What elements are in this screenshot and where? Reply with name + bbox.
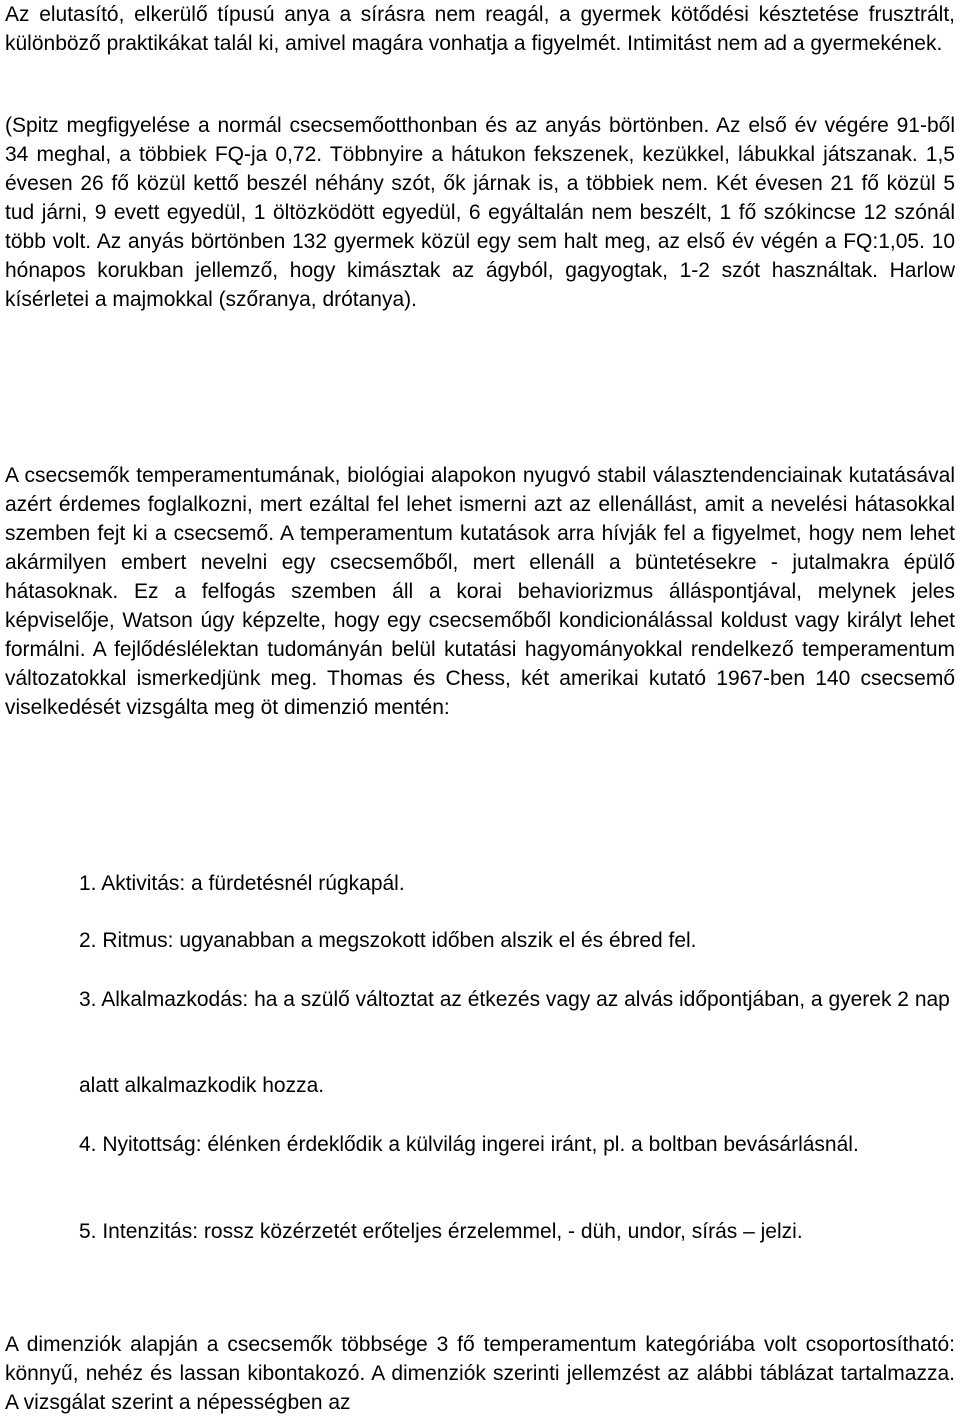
list-item-text: 4. Nyitottság: élénken érdeklődik a külvilág ingerei iránt, pl. a boltban bevásárlásnál. <box>79 1133 859 1156</box>
paragraph-temperament-categories: A dimenziók alapján a csecsemők többsége 3 fő temperamentum kategóriába volt csoportosítható: könnyű, nehéz és lassan kibontakozó. A dimenziók szerinti jellemzést az alábbi táblázat tartalmazza. A vizsgálat szerint a népességben az <box>5 1333 955 1414</box>
paragraph-spitz-observation: (Spitz megfigyelése a normál csecsemőotthonban és az anyás börtönben. Az első év végére 91-ből 34 meghal, a többiek FQ-ja 0,72. Többnyire a hátukon fekszenek, kezükkel, lábukkal játszanak. 1,5 évesen 26 fő közül kettő beszél néhány szót, ők járnak is, a többiek nem. Két évesen 21 fő közül 5 tud járni, 9 evett egyedül, 1 öltözködött egyedül, 6 egyáltalán nem beszélt, 1 fő szókincse 12 szónál több volt. Az anyás börtönben 132 gyermek közül egy sem halt meg, az első év végén a FQ:1,05. 10 hónapos korukban jellemző, hogy kimásztak az ágyból, gagyogtak, 1-2 szót használtak. Harlow kísérletei a majmokkal (szőranya, drótanya). <box>5 114 955 311</box>
list-item-openness <box>5 1130 955 1159</box>
list-item-activity <box>5 869 955 898</box>
list-item-text: 3. Alkalmazkodás: ha a szülő változtat az étkezés vagy az alvás időpontjában, a gyerek 2 nap <box>79 988 950 1011</box>
list-item-text: alatt alkalmazkodik hozza. <box>79 1074 325 1097</box>
list-item-adaptation-continued <box>5 1071 955 1100</box>
list-item-intensity <box>5 1217 955 1246</box>
list-item-text: 5. Intenzitás: rossz közérzetét erőteljes érzelemmel, - düh, undor, sírás – jelzi. <box>79 1220 803 1243</box>
list-item-rhythm <box>5 926 955 955</box>
list-item-text: 2. Ritmus: ugyanabban a megszokott időben alszik el és ébred fel. <box>79 929 697 952</box>
paragraph-avoidant-mother: Az elutasító, elkerülő típusú anya a sírásra nem reagál, a gyermek kötődési késztetése frusztrált, különböző praktikákat talál ki, amivel magára vonhatja a figyelmét. Intimitást nem ad a gyermekének. <box>5 3 955 55</box>
paragraph-temperament-research: A csecsemők temperamentumának, biológiai alapokon nyugvó stabil választendenciainak kutatásával azért érdemes foglalkozni, mert ezáltal fel lehet ismerni azt az ellenállást, amit a nevelési hátasokkal szemben fejt ki a csecsemő. A temperamentum kutatások arra hívják fel a figyelmet, hogy nem lehet akármilyen embert nevelni egy csecsemőből, mert ellenáll a büntetésekre - jutalmakra épülő hátasoknak. Ez a felfogás szemben áll a korai behaviorizmus álláspontjával, melynek jeles képviselője, Watson úgy képzelte, hogy egy csecsemőből kondicionálással koldust vagy királyt lehet formálni. A fejlődéslélektan tudományán belül kutatási hagyományokkal rendelkező temperamentum változatokkal ismerkedjünk meg. Thomas és Chess, két amerikai kutató 1967-ben 140 csecsemő viselkedését vizsgálta meg öt dimenzió mentén: <box>5 464 955 719</box>
list-item-adaptation <box>5 985 955 1014</box>
list-item-text: 1. Aktivitás: a fürdetésnél rúgkapál. <box>79 872 405 895</box>
